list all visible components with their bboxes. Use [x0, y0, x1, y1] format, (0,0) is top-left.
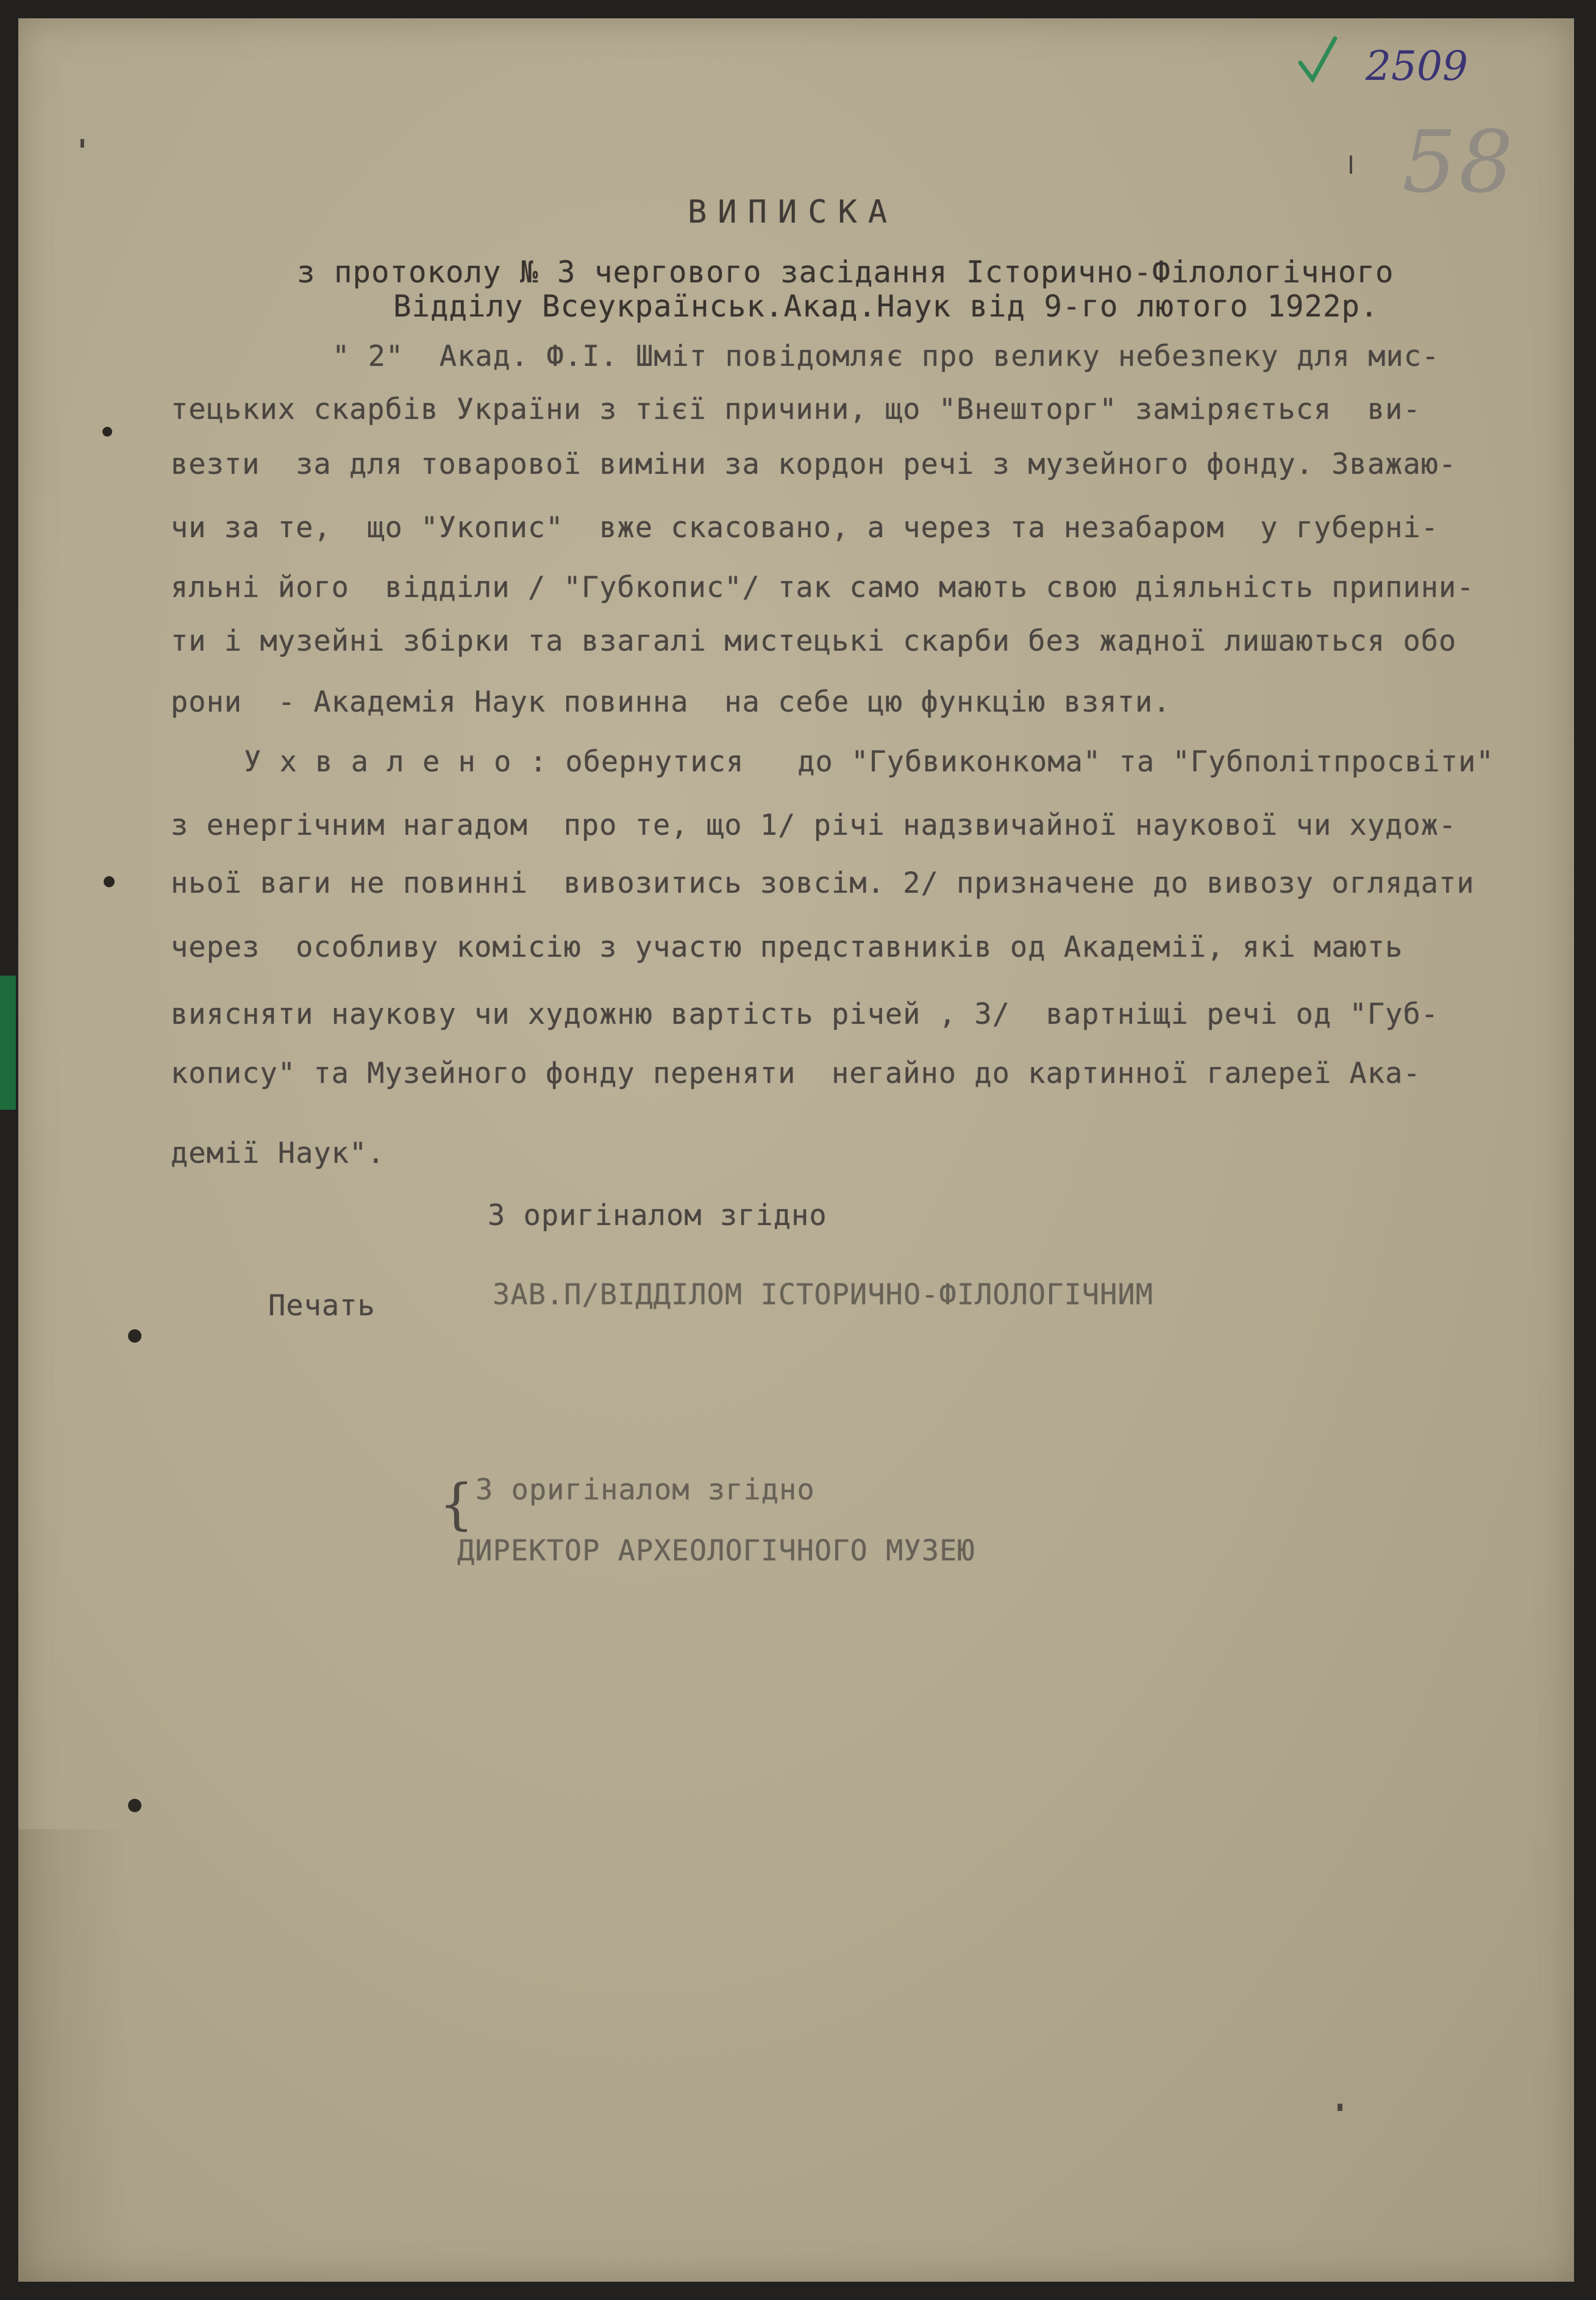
punch-hole — [128, 1799, 141, 1812]
punch-hole — [128, 1329, 141, 1343]
paragraph-1-line: рони - Академія Наук повинна на себе цю функцію взяти. — [171, 685, 1171, 719]
paragraph-2-line: У х в а л е н о : обернутися до "Губвиконкома" та "Губполітпросвіти" — [244, 745, 1494, 779]
check-mark-icon — [1297, 35, 1340, 84]
ink-speck — [1338, 2104, 1342, 2111]
signatory-title: ЗАВ.П/ВІДДІЛОМ ІСТОРИЧНО-ФІЛОЛОГІЧНИМ — [493, 1278, 1153, 1312]
certification-text: З оригіналом згідно — [488, 1199, 827, 1232]
header-line: Відділу Всеукраїнськ.Акад.Наук від 9-го лютого 1922р. — [393, 289, 1379, 324]
paragraph-1-line: ти і музейні збірки та взагалі мистецькі скарби без жадної лишаються обо — [171, 624, 1457, 658]
brace-mark: { — [439, 1473, 474, 1537]
ink-speck — [80, 139, 84, 148]
seal-label: Печать — [268, 1289, 376, 1323]
archive-tab — [0, 976, 16, 1110]
paragraph-1-line: чи за те, що "Укопис" вже скасовано, а через та незабаром у губерні- — [171, 511, 1439, 545]
paragraph-2-line: демії Наук". — [171, 1137, 385, 1170]
document-title: ВИПИСКА — [688, 194, 899, 230]
paragraph-2-line: з енергічним нагадом про те, що 1/ річі надзвичайної наукової чи худож- — [171, 809, 1457, 842]
paragraph-1-line: тецьких скарбів України з тієї причини, що "Внешторг" заміряється ви- — [171, 393, 1421, 426]
ink-speck — [1350, 155, 1352, 174]
folio-number: 58 — [1402, 113, 1516, 212]
paragraph-1-line: яльні його відділи / "Губкопис"/ так само мають свою діяльність припини- — [171, 571, 1475, 604]
paragraph-2-line: ньої ваги не повинні вивозитись зовсім. 2/ призначене до вивозу оглядати — [171, 866, 1475, 900]
paragraph-2-line: через особливу комісію з участю представників од Академії, які мають — [171, 930, 1403, 964]
certification-text: З оригіналом згідно — [476, 1473, 815, 1507]
paragraph-2-line: копису" та Музейного фонду переняти негайно до картинної галереї Ака- — [171, 1057, 1421, 1090]
paragraph-1-line: везти за для товарової виміни за кордон речі з музейного фонду. Зважаю- — [171, 448, 1457, 481]
punch-hole — [102, 427, 112, 437]
punch-hole — [104, 876, 115, 887]
paragraph-2-line: виясняти наукову чи художню вартість річей , 3/ вартніщі речі од "Губ- — [171, 998, 1439, 1031]
paper-fold — [18, 1829, 128, 2282]
header-line: з протоколу № 3 чергового засідання Історично-Філологічного — [297, 255, 1394, 290]
archive-number: 2509 — [1366, 43, 1468, 90]
paragraph-1-line: " 2" Акад. Ф.І. Шміт повідомляє про велику небезпеку для мис- — [332, 340, 1440, 373]
signatory-title: ДИРЕКТОР АРХЕОЛОГІЧНОГО МУЗЕЮ — [457, 1534, 975, 1568]
